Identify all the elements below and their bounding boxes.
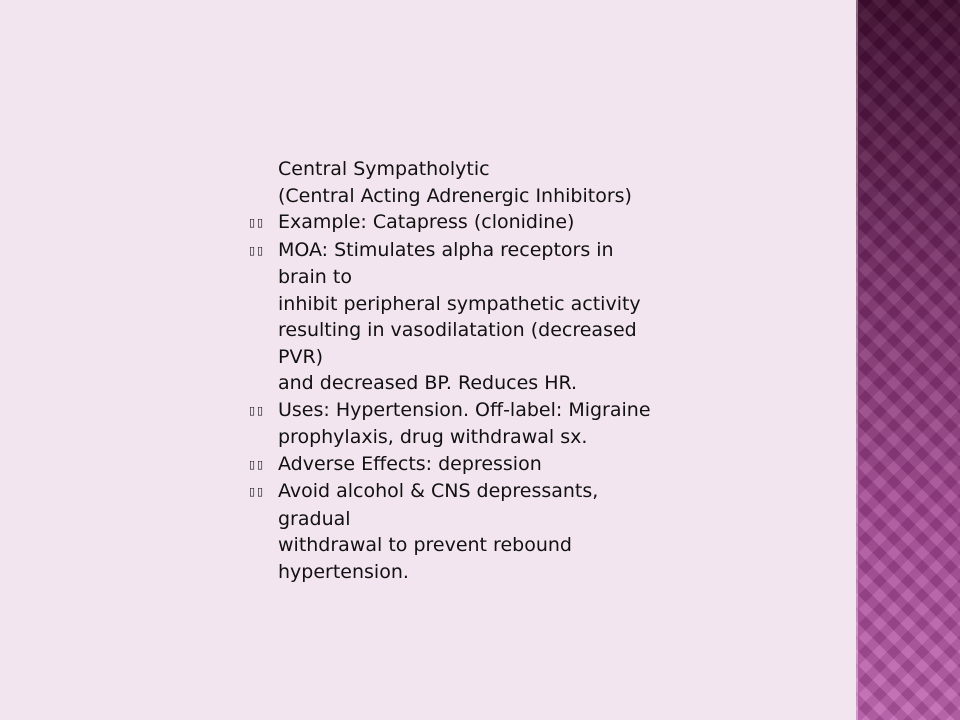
line-text: Central Sympatholytic xyxy=(278,158,490,180)
line-text: PVR) xyxy=(278,345,324,368)
text-line xyxy=(249,317,719,344)
line-text: resulting in vasodilatation (decreased xyxy=(278,319,637,341)
line-text: hypertension. xyxy=(278,560,409,583)
line-text: inhibit peripheral sympathetic activity xyxy=(278,292,641,315)
bullet-glyph: ▯▯ xyxy=(249,216,266,229)
line-text: gradual xyxy=(278,507,351,530)
text-line xyxy=(249,451,719,479)
text-line xyxy=(249,291,719,318)
line-text: and decreased BP. Reduces HR. xyxy=(278,372,578,394)
text-line xyxy=(249,264,719,291)
text-line xyxy=(249,559,719,586)
decorative-side-panel xyxy=(856,0,960,720)
text-line xyxy=(249,156,719,183)
text-line xyxy=(249,424,719,451)
text-line xyxy=(249,209,719,237)
bullet-glyph: ▯▯ xyxy=(249,403,266,417)
line-text: Uses: Hypertension. Off-label: Migraine xyxy=(278,398,651,421)
line-text: (Central Acting Adrenergic Inhibitors) xyxy=(278,184,632,207)
bullet-glyph: ▯▯ xyxy=(249,485,266,498)
text-line xyxy=(249,478,719,506)
line-text: Avoid alcohol & CNS depressants, xyxy=(278,480,599,502)
text-line xyxy=(249,532,719,559)
text-line xyxy=(249,183,719,210)
line-text: Example: Catapress (clonidine) xyxy=(278,211,575,233)
line-text: prophylaxis, drug withdrawal sx. xyxy=(278,426,588,448)
text-line xyxy=(249,506,719,533)
line-text: Adverse Effects: depression xyxy=(278,452,542,475)
text-line xyxy=(249,344,719,371)
line-text: brain to xyxy=(278,266,352,288)
text-line xyxy=(249,370,719,397)
line-text: withdrawal to prevent rebound xyxy=(278,534,572,556)
slide-text-block xyxy=(249,156,719,585)
side-panel-divider xyxy=(856,0,858,720)
bullet-glyph: ▯▯ xyxy=(249,243,266,257)
text-line xyxy=(249,237,719,265)
line-text: MOA: Stimulates alpha receptors in xyxy=(278,238,614,261)
text-line xyxy=(249,397,719,425)
bullet-glyph: ▯▯ xyxy=(249,457,266,471)
